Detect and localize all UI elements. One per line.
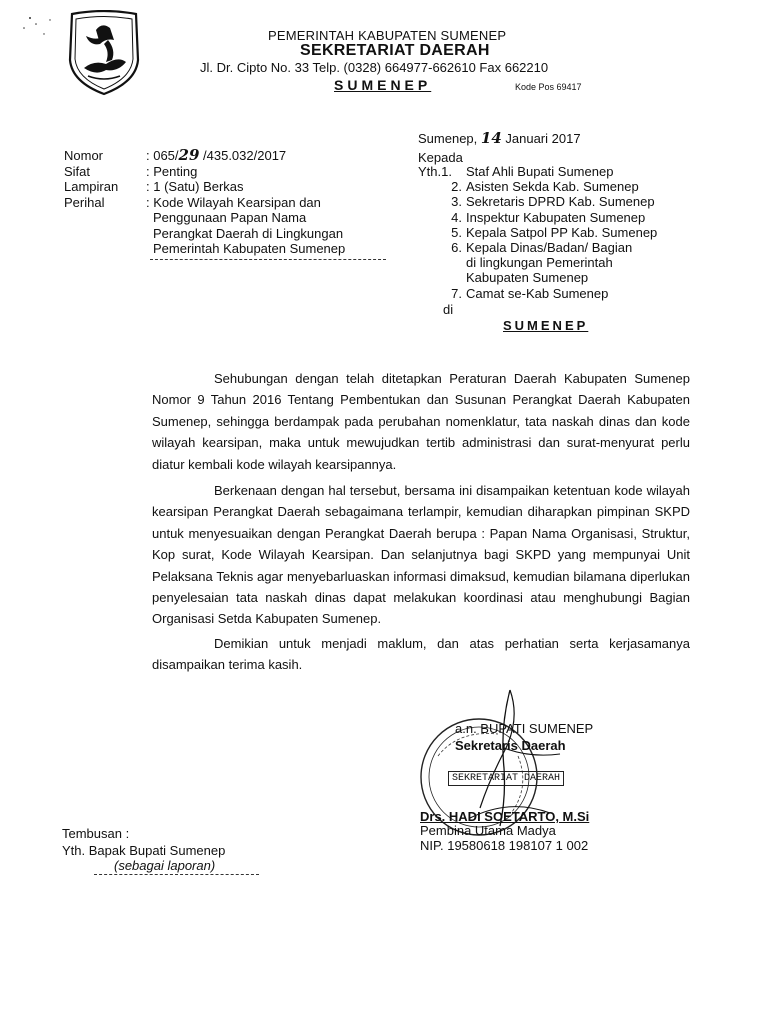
signatory-name: Drs. HADI SOETARTO, M.Si [420, 809, 590, 824]
letter-body [152, 368, 690, 676]
letter-date [418, 129, 581, 147]
perihal-label: Perihal [64, 194, 105, 210]
recipient-list [418, 164, 658, 301]
letterhead-office: SEKRETARIAT DAERAH [300, 42, 490, 59]
letterhead-address: Jl. Dr. Cipto No. 33 Telp. (0328) 664977-662610 Fax 662210 [200, 60, 549, 75]
recipient-item-2 [432, 179, 657, 194]
recipient-number: 3. [451, 194, 462, 210]
signature-title: Sekretaris Daerah [455, 738, 566, 753]
perihal-value [146, 195, 345, 257]
perihal-divider [150, 259, 386, 260]
recipient-item-5 [432, 225, 657, 240]
meta-row-nomor [64, 148, 345, 164]
signatory-nip: NIP. 19580618 198107 1 002 [420, 838, 589, 853]
recipient-number: 4. [451, 209, 462, 225]
cc-divider [94, 874, 259, 875]
signatory-rank: Pembina Utama Madya [420, 823, 556, 838]
letterhead-city: SUMENEP [334, 77, 432, 93]
recipient-item-3 [432, 194, 657, 209]
recipient-item-6 [432, 240, 657, 255]
perihal-line-2: Penggunaan Papan Nama [153, 210, 307, 225]
recipient-name: Kepala Dinas/Badan/ Bagian [466, 240, 633, 256]
perihal-line-3: Perangkat Daerah di Lingkungan [153, 225, 344, 241]
meta-row-perihal [64, 195, 345, 257]
recipient-item-4 [432, 210, 657, 225]
recipient-label: Kepada [418, 150, 463, 165]
recipient-name: Staf Ahli Bupati Sumenep [466, 164, 614, 179]
meta-row-lampiran [64, 179, 345, 195]
nomor-prefix: : 065/ [146, 148, 179, 163]
date-rest: Januari 2017 [505, 131, 581, 146]
recipient-name: Sekretaris DPRD Kab. Sumenep [466, 194, 655, 210]
date-day-handwritten: 14 [480, 129, 502, 147]
letterhead-postal-code: Kode Pos 69417 [515, 82, 582, 92]
letter-meta [64, 148, 345, 257]
scan-specks [10, 14, 70, 44]
signature-on-behalf: a.n. BUPATI SUMENEP [455, 721, 594, 736]
recipient-di: di [443, 302, 454, 317]
recipient-item-1 [418, 164, 657, 179]
body-paragraph-3: Demikian untuk menjadi maklum, dan atas perhatian serta kerjasamanya disampaikan terima kasih. [152, 635, 690, 673]
recipient-name: Kepala Satpol PP Kab. Sumenep [466, 224, 658, 240]
meta-row-sifat [64, 164, 345, 180]
nomor-label: Nomor [64, 148, 104, 163]
recipient-item-6-cont-1: di lingkungan Pemerintah [466, 255, 613, 271]
recipient-number: 7. [451, 285, 462, 301]
recipient-item-7 [432, 286, 657, 301]
date-prefix: Sumenep, [418, 131, 478, 146]
cc-recipient: Yth. Bapak Bupati Sumenep [62, 843, 226, 858]
recipient-yth: Yth.1. [418, 164, 452, 179]
cc-note: (sebagai laporan) [114, 858, 216, 873]
stamp-label: SEKRETARIAT DAERAH [448, 771, 564, 786]
recipient-name: Camat se-Kab Sumenep [466, 285, 609, 301]
recipient-number: 6. [451, 240, 462, 256]
perihal-line-1: : Kode Wilayah Kearsipan dan [146, 194, 321, 210]
lampiran-value: : 1 (Satu) Berkas [146, 179, 244, 194]
recipient-item-6-cont-2: Kabupaten Sumenep [466, 270, 589, 286]
kabupaten-crest-logo [66, 10, 142, 96]
recipient-city: SUMENEP [503, 318, 589, 333]
body-paragraph-2: Berkenaan dengan hal tersebut, bersama ini disampaikan ketentuan kode wilayah kearsipan Perangkat Daerah sebagaimana terlampir, kemudian diharapkan pimpinan SKPD untuk menyesuaikan dengan Perangkat Daerah berupa : Papan Nama Organisasi, Struktur, Kop surat, Kode Wilayah Kearsipan. Dan selanjutnya bagi SKPD yang mempunyai Unit Pelaksana Teknis agar menyebarluaskan informasi dimaksud, kemudian bilamana diperlukan penyelesaian tata naskah dinas dapat melakukan koordinasi atau menghubungi Bagian Organisasi Setda Kabupaten Sumenep. [152, 483, 690, 627]
letter-meta-table [64, 148, 345, 257]
nomor-value [146, 148, 345, 164]
sifat-label: Sifat [64, 163, 91, 179]
recipient-name: Asisten Sekda Kab. Sumenep [466, 179, 639, 195]
recipient-name: Inspektur Kabupaten Sumenep [466, 209, 646, 225]
recipient-number: 2. [451, 179, 462, 195]
perihal-line-4: Pemerintah Kabupaten Sumenep [153, 241, 346, 256]
sifat-value: : Penting [146, 163, 198, 179]
cc-label: Tembusan : [62, 826, 130, 841]
letterhead-government: PEMERINTAH KABUPATEN SUMENEP [268, 28, 507, 43]
recipient-number: 5. [451, 224, 462, 240]
nomor-suffix: /435.032/2017 [199, 148, 287, 163]
handwritten-signature [440, 688, 600, 828]
lampiran-label: Lampiran [64, 179, 119, 194]
body-paragraph-1: Sehubungan dengan telah ditetapkan Peraturan Daerah Kabupaten Sumenep Nomor 9 Tahun 2016 Tentang Pembentukan dan Susunan Perangkat Daerah Kabupaten Sumenep, sehingga berdampak pada perubahan nomenklatur, tata naskah dinas dan kode wilayah kearsipan, maka untuk mewujudkan tertib administrasi dan surat-menyurat perlu diatur kembali kode wilayah kearsipannya. [152, 371, 690, 472]
nomor-handwritten: 29 [178, 146, 200, 164]
